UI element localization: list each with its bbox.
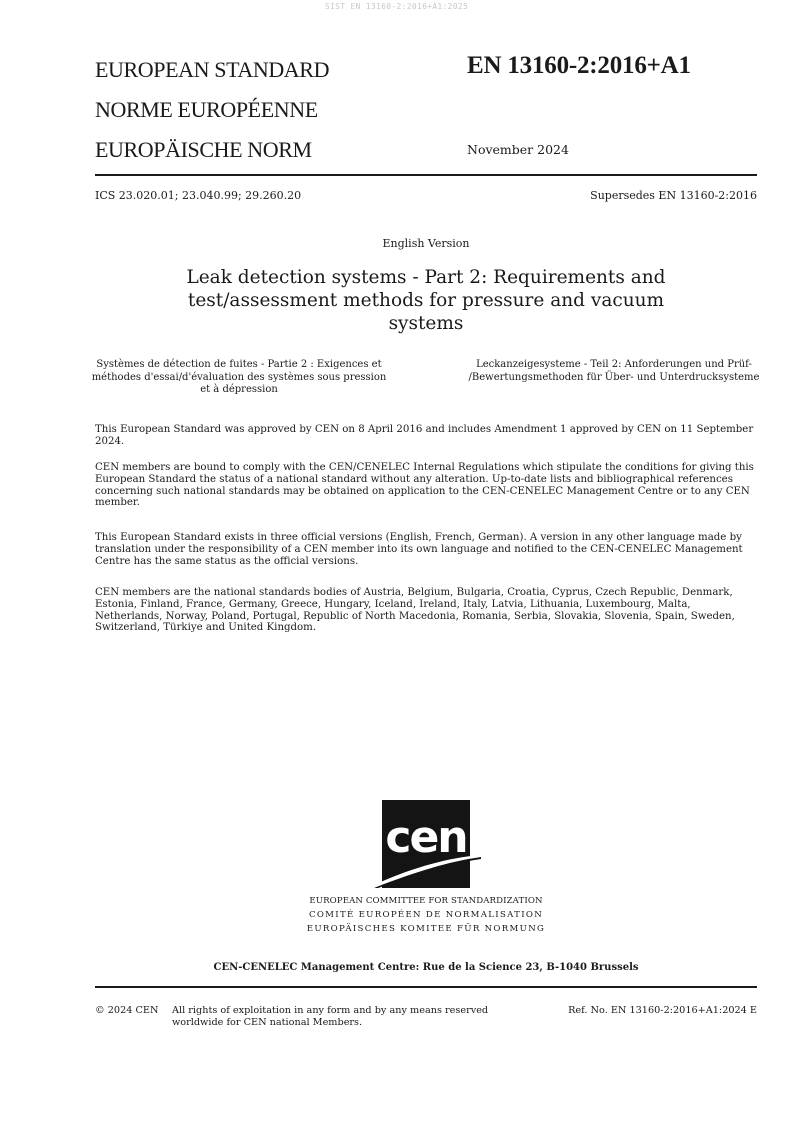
title-german: Leckanzeigesysteme - Teil 2: Anforderungen und Prüf- /Bewertungsmethoden für Über- und Unterdrucksysteme bbox=[468, 359, 760, 383]
versions-paragraph: This European Standard exists in three official versions (English, French, German). A version in any other language made by translation under the responsibility of a CEN member into its own language and notified to the CEN-CENELEC Management Centre has the same status as the official versions. bbox=[95, 532, 743, 567]
committee-de: EUROPÄISCHES KOMITEE FÜR NORMUNG bbox=[306, 924, 546, 934]
committee-fr: COMITÉ EUROPÉEN DE NORMALISATION bbox=[308, 910, 544, 920]
supersedes: Supersedes EN 13160-2:2016 bbox=[590, 189, 757, 202]
reference-number: Ref. No. EN 13160-2:2016+A1:2024 E bbox=[568, 1005, 757, 1016]
watermark: SIST EN 13160-2:2016+A1:2025 bbox=[324, 2, 469, 11]
committee-en: EUROPEAN COMMITTEE FOR STANDARDIZATION bbox=[309, 896, 543, 906]
copyright: © 2024 CEN bbox=[95, 1005, 159, 1016]
standard-name-fr: NORME EUROPÉENNE bbox=[95, 97, 318, 122]
rights-statement: All rights of exploitation in any form and by any means reserved worldwide for CEN national Members. bbox=[172, 1005, 489, 1028]
document-title: Leak detection systems - Part 2: Requirements and test/assessment methods for pressure and vacuum systems bbox=[186, 267, 666, 334]
version-label: English Version bbox=[382, 237, 470, 250]
publication-date: November 2024 bbox=[467, 142, 569, 157]
compliance-paragraph: CEN members are bound to comply with the CEN/CENELEC Internal Regulations which stipulate the conditions for giving this European Standard the status of a national standard without any alteration. Up-to-date lists and bibliographical references concerning such national standards may be obtained on application to the CEN-CENELEC Management Centre or to any CEN member. bbox=[95, 462, 754, 509]
approval-paragraph: This European Standard was approved by CEN on 8 April 2016 and includes Amendment 1 approved by CEN on 11 September 2024. bbox=[95, 424, 754, 447]
standard-name-de: EUROPÄISCHE NORM bbox=[95, 137, 312, 162]
management-centre: CEN-CENELEC Management Centre: Rue de la Science 23, B-1040 Brussels bbox=[213, 962, 639, 973]
ics-codes: ICS 23.020.01; 23.040.99; 29.260.20 bbox=[95, 189, 302, 202]
standard-name-en: EUROPEAN STANDARD bbox=[95, 57, 330, 82]
standard-number: EN 13160-2:2016+A1 bbox=[467, 52, 691, 79]
members-paragraph: CEN members are the national standards bodies of Austria, Belgium, Bulgaria, Croatia, Cyprus, Czech Republic, Denmark, Estonia, Finland, France, Germany, Greece, Hungary, Iceland, Ireland, Italy, Latvia, Lithuania, Luxembourg, Malta, Netherlands, Norway, Poland, Portugal, Republic of North Macedonia, Romania, Serbia, Slovakia, Slovenia, Spain, Sweden, Switzerland, Türkiye and United Kingdom. bbox=[95, 587, 735, 634]
cen-logo bbox=[370, 800, 481, 888]
title-french: Systèmes de détection de fuites - Partie 2 : Exigences et méthodes d'essai/d'évaluation des systèmes sous pression et à dépression bbox=[91, 359, 387, 395]
header-divider bbox=[95, 174, 757, 176]
svg-text:cen: cen bbox=[385, 812, 467, 863]
footer-divider bbox=[95, 986, 757, 988]
